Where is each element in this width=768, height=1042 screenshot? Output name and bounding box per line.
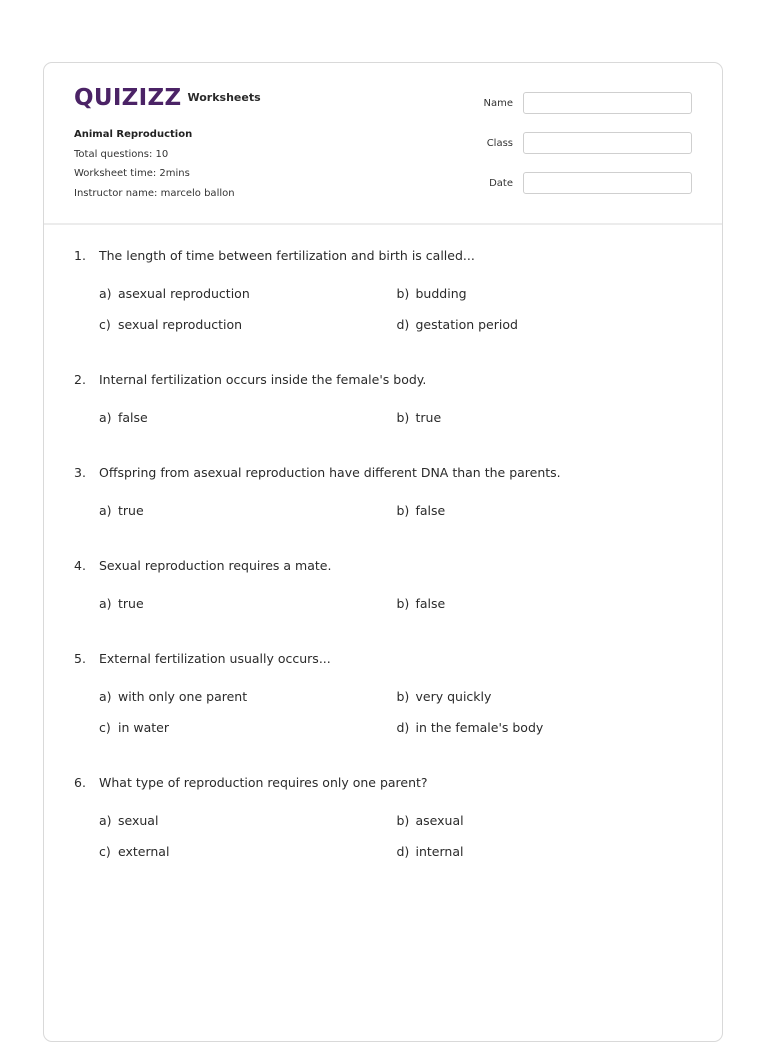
option-letter: c)	[99, 317, 111, 332]
date-field-row	[475, 172, 692, 194]
option-a	[99, 503, 397, 534]
option-letter: a)	[99, 286, 112, 301]
option-text: in the female's body	[415, 720, 544, 735]
question-number: 5.	[74, 651, 86, 666]
question-number: 6.	[74, 775, 86, 790]
question-text: Offspring from asexual reproduction have different DNA than the parents.	[99, 465, 561, 480]
option-letter: a)	[99, 410, 112, 425]
option-letter: b)	[396, 503, 410, 518]
option-c	[99, 720, 397, 751]
option-letter: d)	[396, 720, 410, 735]
option-text: false	[415, 503, 446, 518]
option-letter: a)	[99, 503, 112, 518]
question-number: 3.	[74, 465, 86, 480]
option-letter: a)	[99, 596, 112, 611]
option-text: internal	[415, 844, 464, 859]
option-b	[397, 596, 695, 627]
options	[99, 596, 694, 627]
option-letter: b)	[396, 813, 410, 828]
question-number: 2.	[74, 372, 86, 387]
option-letter: b)	[396, 689, 410, 704]
option-text: with only one parent	[118, 689, 248, 704]
options	[99, 813, 694, 875]
option-d	[397, 720, 695, 751]
question-text: Internal fertilization occurs inside the female's body.	[99, 372, 427, 387]
option-letter: d)	[396, 317, 410, 332]
brand	[74, 85, 261, 111]
option-text: budding	[415, 286, 467, 301]
option-text: sexual reproduction	[118, 317, 243, 332]
option-text: asexual	[415, 813, 464, 828]
option-letter: c)	[99, 844, 111, 859]
option-b	[397, 410, 695, 441]
worksheet-page	[43, 62, 723, 1042]
options	[99, 410, 694, 441]
worksheet-time: Worksheet time: 2mins	[74, 168, 190, 179]
question-number: 4.	[74, 558, 86, 573]
question-stem	[74, 465, 694, 481]
total-questions: Total questions: 10	[74, 148, 169, 160]
question-number: 1.	[74, 248, 86, 263]
question-1	[74, 248, 694, 348]
option-letter: b)	[396, 410, 410, 425]
option-a	[99, 410, 397, 441]
question-4	[74, 558, 694, 627]
option-letter: a)	[99, 689, 112, 704]
option-text: true	[118, 596, 144, 611]
option-b	[397, 286, 695, 317]
question-text: The length of time between fertilization and birth is called...	[99, 248, 475, 263]
question-text: External fertilization usually occurs...	[99, 651, 331, 666]
option-letter: a)	[99, 813, 112, 828]
options	[99, 503, 694, 534]
question-6	[74, 775, 694, 875]
question-text: What type of reproduction requires only one parent?	[99, 775, 428, 790]
options	[99, 689, 694, 751]
options	[99, 286, 694, 348]
worksheet-meta	[74, 125, 235, 203]
option-b	[397, 689, 695, 720]
question-2	[74, 372, 694, 441]
question-stem	[74, 372, 694, 388]
option-text: false	[415, 596, 446, 611]
option-d	[397, 844, 695, 875]
class-label: Class	[486, 137, 513, 149]
option-text: gestation period	[415, 317, 518, 332]
class-field[interactable]	[523, 132, 692, 154]
option-text: true	[118, 503, 144, 518]
option-text: false	[118, 410, 148, 425]
option-b	[397, 503, 695, 534]
option-c	[99, 317, 397, 348]
question-stem	[74, 248, 694, 264]
option-b	[397, 813, 695, 844]
question-stem	[74, 558, 694, 574]
date-field[interactable]	[523, 172, 692, 194]
option-text: asexual reproduction	[118, 286, 250, 301]
option-letter: c)	[99, 720, 111, 735]
question-stem	[74, 651, 694, 667]
quizizz-logo: QUIZIZZ	[74, 85, 182, 111]
option-a	[99, 286, 397, 317]
worksheet-title: Animal Reproduction	[74, 129, 193, 140]
option-letter: b)	[396, 596, 410, 611]
option-text: external	[118, 844, 170, 859]
question-3	[74, 465, 694, 534]
option-letter: b)	[396, 286, 410, 301]
date-label: Date	[489, 177, 513, 189]
question-5	[74, 651, 694, 751]
name-field[interactable]	[523, 92, 692, 114]
option-text: in water	[118, 720, 169, 735]
instructor-name: Instructor name: marcelo ballon	[74, 187, 235, 199]
option-text: sexual	[118, 813, 159, 828]
question-stem	[74, 775, 694, 791]
worksheet-header	[44, 63, 722, 225]
option-letter: d)	[396, 844, 410, 859]
option-a	[99, 813, 397, 844]
name-label: Name	[483, 97, 513, 109]
class-field-row	[475, 132, 692, 154]
brand-subtitle: Worksheets	[187, 91, 261, 104]
name-field-row	[475, 92, 692, 114]
option-a	[99, 689, 397, 720]
option-a	[99, 596, 397, 627]
option-d	[397, 317, 695, 348]
option-text: very quickly	[415, 689, 492, 704]
option-c	[99, 844, 397, 875]
question-text: Sexual reproduction requires a mate.	[99, 558, 332, 573]
option-text: true	[415, 410, 442, 425]
